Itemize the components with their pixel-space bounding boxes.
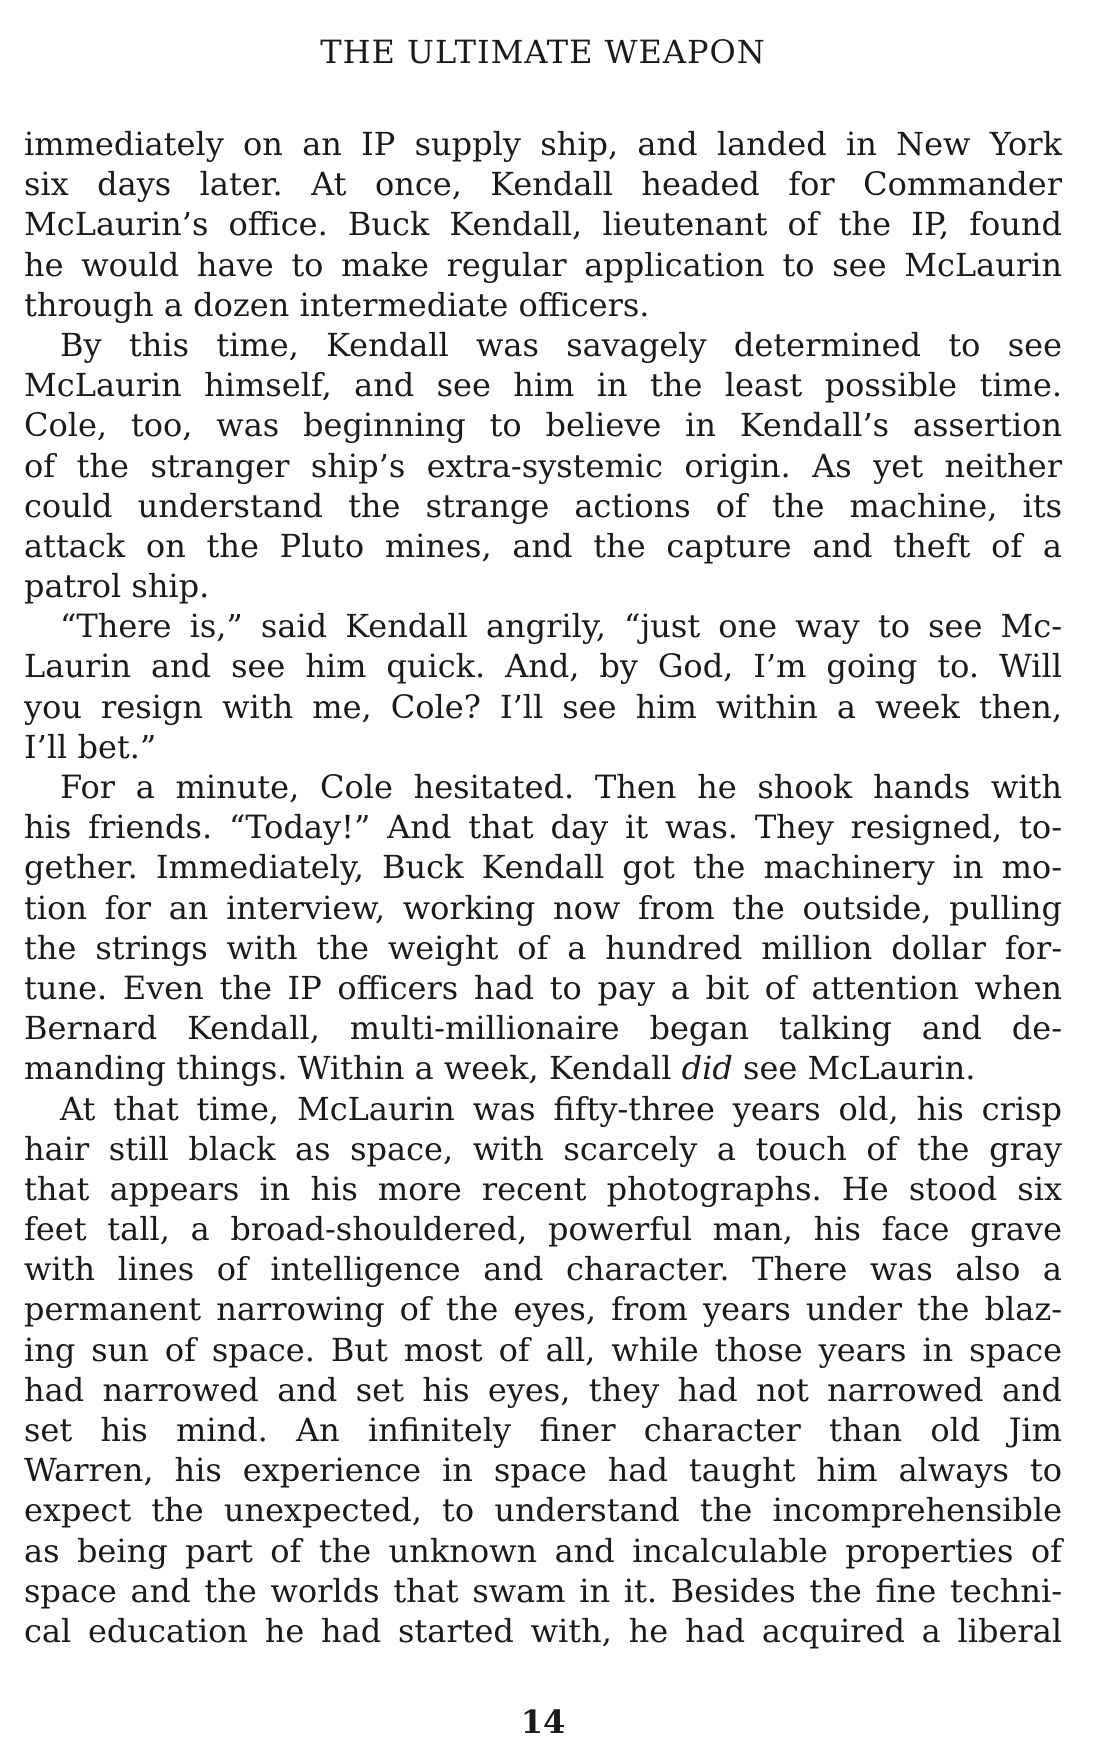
text-line: feet tall, a broad-shouldered, powerful man, his face grave [24, 1210, 1062, 1249]
text-line: had narrowed and set his eyes, they had not narrowed and [24, 1370, 1062, 1409]
text-line: expect the unexpected, to understand the incomprehensible [24, 1491, 1062, 1530]
text-line: ing sun of space. But most of all, while those years in space [24, 1330, 1062, 1369]
text-line: his friends. “Today!” And that day it was. They resigned, to- [24, 808, 1062, 847]
text-line: the strings with the weight of a hundred million dollar for- [24, 928, 1062, 967]
text-line: Bernard Kendall, multi-millionaire began talking and de- [24, 1009, 1062, 1048]
emphasized-word: did [681, 1049, 733, 1088]
text-line [24, 1048, 1062, 1088]
text-line: cal education he had started with, he had acquired a liberal [24, 1611, 1062, 1650]
text-line: immediately on an IP supply ship, and landed in New York [24, 125, 1062, 163]
text-line: set his mind. An infinitely finer character than old Jim [24, 1411, 1062, 1449]
text-line: I’ll bet.” [24, 727, 157, 766]
text-line: Cole, too, was beginning to believe in Kendall’s assertion [24, 406, 1062, 445]
text-line: For a minute, Cole hesitated. Then he shook hands with [60, 768, 1062, 806]
text-line: as being part of the unknown and incalculable properties of [24, 1531, 1062, 1570]
text-line: hair still black as space, with scarcely a touch of the gray [24, 1129, 1062, 1168]
text-line: tion for an interview, working now from the outside, pulling [24, 888, 1062, 927]
text-line: of the stranger ship’s extra-systemic origin. As yet neither [24, 446, 1062, 485]
text-line: “There is,” said Kendall angrily, “just one way to see Mc- [60, 607, 1062, 646]
text-line: Warren, his experience in space had taught him always to [24, 1451, 1062, 1490]
running-head: THE ULTIMATE WEAPON [320, 33, 766, 71]
text-line: he would have to make regular application to see McLaurin [24, 245, 1062, 284]
text-line: Laurin and see him quick. And, by God, I’m going to. Will [24, 647, 1062, 686]
text-segment: manding things. Within a week, Kendall [24, 1049, 682, 1088]
text-line: could understand the strange actions of the machine, its [24, 486, 1062, 525]
body-text [24, 124, 1062, 1651]
text-line: tune. Even the IP officers had to pay a bit of attention when [24, 968, 1062, 1007]
text-line: patrol ship. [24, 567, 210, 606]
text-line: By this time, Kendall was savagely determined to see [60, 325, 1062, 364]
text-line: that appears in his more recent photographs. He stood six [24, 1169, 1062, 1208]
text-line: gether. Immediately, Buck Kendall got the machinery in mo- [24, 848, 1062, 887]
text-segment: see McLaurin. [732, 1049, 976, 1088]
text-line: six days later. At once, Kendall headed for Commander [24, 165, 1062, 204]
text-line: through a dozen intermediate officers. [24, 285, 650, 324]
book-page [24, 0, 1062, 1763]
text-line: permanent narrowing of the eyes, from years under the blaz- [24, 1290, 1062, 1329]
text-line: with lines of intelligence and character. There was also a [24, 1250, 1062, 1289]
text-line: attack on the Pluto mines, and the capture and theft of a [24, 526, 1062, 565]
page-number: 14 [520, 1703, 566, 1741]
text-line: McLaurin’s office. Buck Kendall, lieutenant of the IP, found [24, 205, 1062, 244]
text-line: space and the worlds that swam in it. Besides the fine techni- [24, 1571, 1062, 1610]
text-line: At that time, McLaurin was fifty-three years old, his crisp [60, 1089, 1062, 1128]
text-line: McLaurin himself, and see him in the least possible time. [24, 366, 1062, 405]
text-line: you resign with me, Cole? I’ll see him within a week then, [24, 687, 1062, 726]
